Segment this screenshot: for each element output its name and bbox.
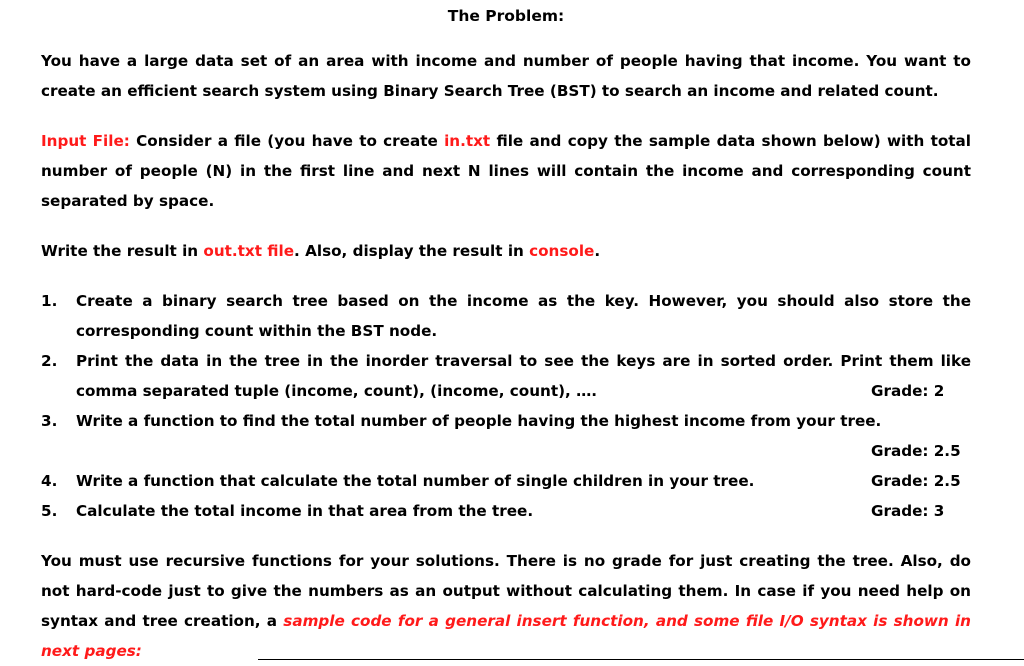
intro-paragraph: You have a large data set of an area with income and number of people having that income. You want to create an efficient search system using Binary Search Tree (BST) to search an income and related count. bbox=[41, 52, 971, 100]
task-number: 4. bbox=[41, 472, 58, 490]
task-number: 1. bbox=[41, 292, 58, 310]
closing-text: You must use recursive functions for your solutions. There is no grade for just creating the tree. Also, do not hard-code just to give the numbers as an output without calculating them. In case if you need help on syntax and tree creation, a bbox=[41, 552, 971, 630]
closing-paragraph bbox=[41, 546, 971, 666]
input-text-2: file and copy the sample data shown below) with total number of people (N) in the first line and next N lines will contain the income and corresponding count separated by space. bbox=[41, 132, 971, 210]
task-list bbox=[41, 286, 971, 526]
output-text-1: Write the result in bbox=[41, 242, 204, 260]
task-text: Calculate the total income in that area from the tree. bbox=[76, 502, 534, 520]
task-text: Write a function that calculate the total number of single children in your tree. bbox=[76, 472, 755, 490]
output-paragraph bbox=[41, 236, 971, 266]
task-number: 2. bbox=[41, 352, 58, 370]
output-text-3: . bbox=[594, 242, 601, 260]
task-text: Create a binary search tree based on the income as the key. However, you should also store the corresponding count within the BST node. bbox=[76, 292, 971, 340]
task-text: Write a function to find the total number of people having the highest income from your tree. bbox=[76, 412, 882, 430]
task-number: 5. bbox=[41, 502, 58, 520]
task-item-5 bbox=[41, 496, 971, 526]
task-text-line-1: Print the data in the tree in the inorder traversal to see the keys are in sorted order. Print them like bbox=[76, 352, 971, 370]
task-text-line-2: comma separated tuple (income, count), (income, count), …. bbox=[76, 382, 598, 400]
input-paragraph bbox=[41, 126, 971, 216]
input-label: Input File: bbox=[41, 132, 130, 150]
task-grade: Grade: 3 bbox=[871, 502, 945, 520]
task-item-4 bbox=[41, 466, 971, 496]
page-title: The Problem: bbox=[447, 7, 565, 25]
task-number: 3. bbox=[41, 412, 58, 430]
task-grade: Grade: 2.5 bbox=[871, 472, 961, 490]
input-file-name: in.txt bbox=[444, 132, 491, 150]
input-text-1: Consider a file (you have to create bbox=[129, 132, 445, 150]
table-top-border bbox=[258, 659, 1024, 660]
output-console: console bbox=[529, 242, 595, 260]
document-page bbox=[41, 0, 971, 666]
output-file-name: out.txt file bbox=[203, 242, 295, 260]
task-item-1 bbox=[41, 286, 971, 346]
closing-red-text: sample code for a general insert function, and some file I/O syntax is shown in next pages: bbox=[41, 612, 971, 660]
task-item-3 bbox=[41, 406, 971, 466]
task-grade: Grade: 2.5 bbox=[871, 442, 961, 460]
task-grade: Grade: 2 bbox=[871, 382, 945, 400]
output-text-2: . Also, display the result in bbox=[294, 242, 530, 260]
task-item-2 bbox=[41, 346, 971, 406]
